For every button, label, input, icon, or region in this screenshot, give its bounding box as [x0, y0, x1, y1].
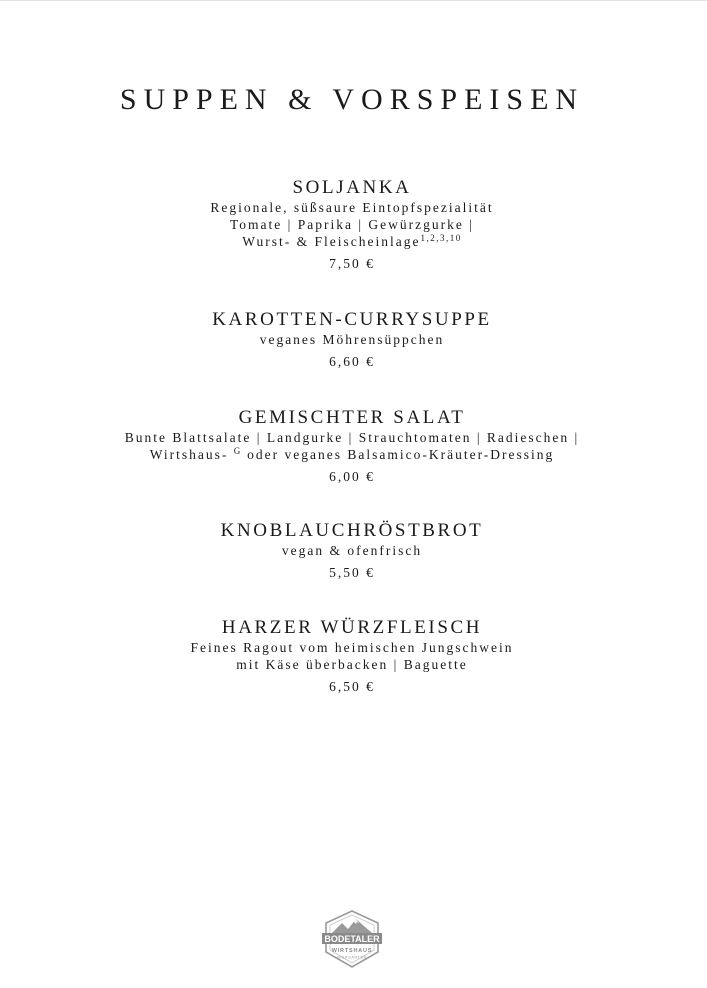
logo-text-small: BIERGARTEN: [337, 955, 367, 960]
item-description: Bunte Blattsalate | Landgurke | Strauchtomaten | Radieschen |: [124, 430, 580, 445]
logo-text-main: BODETALER: [324, 934, 380, 944]
restaurant-logo: [318, 908, 386, 970]
menu-item-karotten-currysuppe: [0, 309, 704, 370]
menu-item-gemischter-salat: [0, 407, 704, 485]
item-description: Regionale, süßsaure Eintopfspezialität: [210, 200, 494, 215]
item-description-text: Wirtshaus-: [149, 447, 229, 462]
item-price: 6,50 €: [329, 679, 375, 694]
item-description-text: oder veganes Balsamico-Kräuter-Dressing: [247, 447, 555, 462]
top-border: [0, 0, 707, 1]
logo-badge: [318, 908, 386, 970]
item-name: GEMISCHTER SALAT: [238, 407, 466, 428]
item-description: Feines Ragout vom heimischen Jungschwein: [190, 640, 514, 655]
item-price: 5,50 €: [329, 565, 375, 580]
item-name: KNOBLAUCHRÖSTBROT: [220, 520, 484, 541]
item-description: mit Käse überbacken | Baguette: [236, 657, 468, 672]
item-price: 6,60 €: [329, 354, 375, 369]
allergen-codes: 1,2,3,10: [420, 233, 462, 243]
menu-item-harzer-wuerzfleisch: [0, 617, 704, 695]
page-title: SUPPEN & VORSPEISEN: [119, 83, 585, 116]
item-description: [0, 233, 704, 250]
item-description: Tomate | Paprika | Gewürzgurke |: [230, 217, 474, 232]
logo-text-sub: WIRTSHAUS: [331, 948, 373, 954]
menu-item-soljanka: [0, 177, 704, 272]
item-name: KAROTTEN-CURRYSUPPE: [212, 309, 492, 330]
item-name: HARZER WÜRZFLEISCH: [221, 617, 483, 638]
item-description-text: Wurst- & Fleischeinlage: [242, 234, 421, 249]
item-price: 6,00 €: [329, 469, 375, 484]
item-description: vegan & ofenfrisch: [281, 543, 423, 558]
dressing-marker: G: [233, 446, 242, 456]
item-name: SOLJANKA: [292, 177, 412, 198]
item-description: veganes Möhrensüppchen: [259, 332, 445, 347]
item-description: [0, 446, 704, 463]
menu-item-knoblauchroestbrot: [0, 520, 704, 581]
item-price: 7,50 €: [329, 256, 375, 271]
